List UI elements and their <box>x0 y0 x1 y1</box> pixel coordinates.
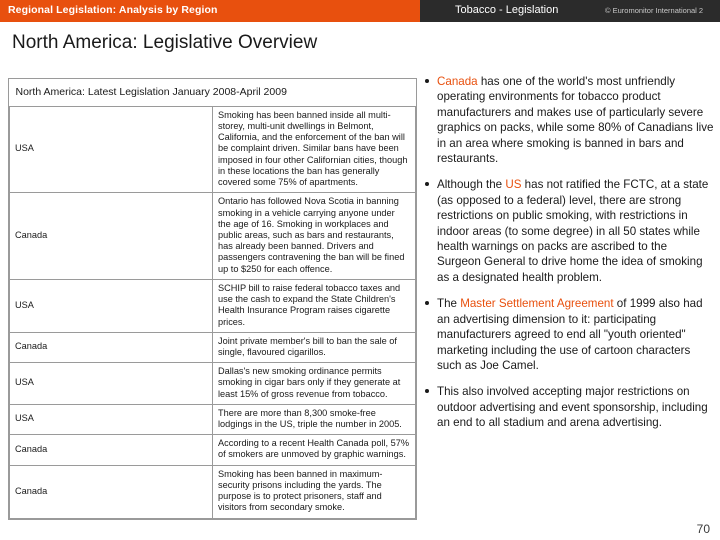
table-cell-country: USA <box>10 404 213 434</box>
page-title: North America: Legislative Overview <box>12 32 318 53</box>
legislation-table <box>8 78 417 520</box>
table-row <box>10 279 416 332</box>
table-row <box>10 193 416 280</box>
table-cell-country: USA <box>10 106 213 193</box>
bullet-highlight: Canada <box>437 75 478 88</box>
table-cell-country: USA <box>10 279 213 332</box>
table-row <box>10 363 416 405</box>
bullet-text: of 1999 also had an advertising dimension to it: participating manufacturers agreed to end all "youth oriented" marketing including the use of cartoon characters such as Joe Camel. <box>437 297 703 372</box>
bullet-dot-icon <box>425 389 429 393</box>
slide-header <box>0 0 720 22</box>
bullet-text: has one of the world's most unfriendly operating environments for tobacco product manufacturers and makes use of particularly severe graphics on packs, while some 80% of Canadians live in an area where smoking is banned in bars and restaurants. <box>437 75 714 166</box>
table-cell-detail: Smoking has been banned inside all multi-storey, multi-unit dwellings in Belmont, California, and the enforcement of the ban will be complaint driven. Similar bans have been imposed in four other Californian cities, though in these locations the ban has generally covered some 75% of apartments. <box>213 106 416 193</box>
table-cell-country: Canada <box>10 435 213 465</box>
header-right-band <box>420 0 720 22</box>
header-title: Tobacco - Legislation <box>455 4 559 16</box>
bullet-highlight: Master Settlement Agreement <box>460 297 614 311</box>
bullet-highlight: US <box>505 178 522 192</box>
table-row <box>10 332 416 362</box>
bullet-dot-icon <box>425 79 429 83</box>
bullet-item <box>424 384 714 430</box>
bullet-item <box>424 296 714 373</box>
bullet-text: has not ratified the FCTC, at a state (as opposed to a federal) level, there are strong restrictions on public smoking, with restrictions in indoor areas (to some degree) in all 50 states while health warnings on packs are ascribed to the Surgeon General to drive home the idea of smoking as a designated health problem. <box>437 178 709 284</box>
table-cell-detail: Joint private member's bill to ban the sale of single, flavoured cigarillos. <box>213 332 416 362</box>
table-row <box>10 106 416 193</box>
commentary-bullets <box>424 74 714 442</box>
table-cell-detail: Dallas's new smoking ordinance permits smoking in cigar bars only if they generate at least 15% of gross revenue from tobacco. <box>213 363 416 405</box>
bullet-prefix: Although the <box>437 178 506 192</box>
table-row <box>10 465 416 518</box>
table-cell-detail: There are more than 8,300 smoke-free lodgings in the US, triple the number in 2005. <box>213 404 416 434</box>
table-cell-country: Canada <box>10 465 213 518</box>
bullet-item <box>424 74 714 166</box>
table-header-row <box>10 79 416 106</box>
bullet-dot-icon <box>425 301 429 305</box>
bullet-prefix: The <box>437 297 461 311</box>
page-number: 70 <box>696 522 710 536</box>
table-cell-detail: According to a recent Health Canada poll, 57% of smokers are unmoved by graphic warnings. <box>213 435 416 465</box>
table-row <box>10 404 416 434</box>
table-cell-country: USA <box>10 363 213 405</box>
bullet-item <box>424 177 714 285</box>
table-cell-detail: Smoking has been banned in maximum-security prisons including the yards. The purpose is to protect prisoners, staff and visitors from secondary smoke. <box>213 465 416 518</box>
table-header-label: North America: Latest Legislation January 2008-April 2009 <box>10 79 416 106</box>
table-cell-detail: SCHIP bill to raise federal tobacco taxes and use the cash to expand the State Children's Health Insurance Program raises cigarette prices. <box>213 279 416 332</box>
header-copyright: © Euromonitor International 2 <box>605 6 704 15</box>
header-section-label: Regional Legislation: Analysis by Region <box>8 4 218 16</box>
header-left-band <box>0 0 420 22</box>
table-cell-country: Canada <box>10 193 213 280</box>
bullet-text: This also involved accepting major restrictions on outdoor advertising and event sponsorship, including an end to all stadium and arena advertising. <box>437 385 708 430</box>
table-row <box>10 435 416 465</box>
table-cell-country: Canada <box>10 332 213 362</box>
table-cell-detail: Ontario has followed Nova Scotia in banning smoking in a vehicle carrying anyone under the age of 16. Smoking in workplaces and public areas, such as bars and restaurants, has already been banned. Drivers and passengers contravening the ban will be fined up to $250 for each offence. <box>213 193 416 280</box>
bullet-dot-icon <box>425 182 429 186</box>
